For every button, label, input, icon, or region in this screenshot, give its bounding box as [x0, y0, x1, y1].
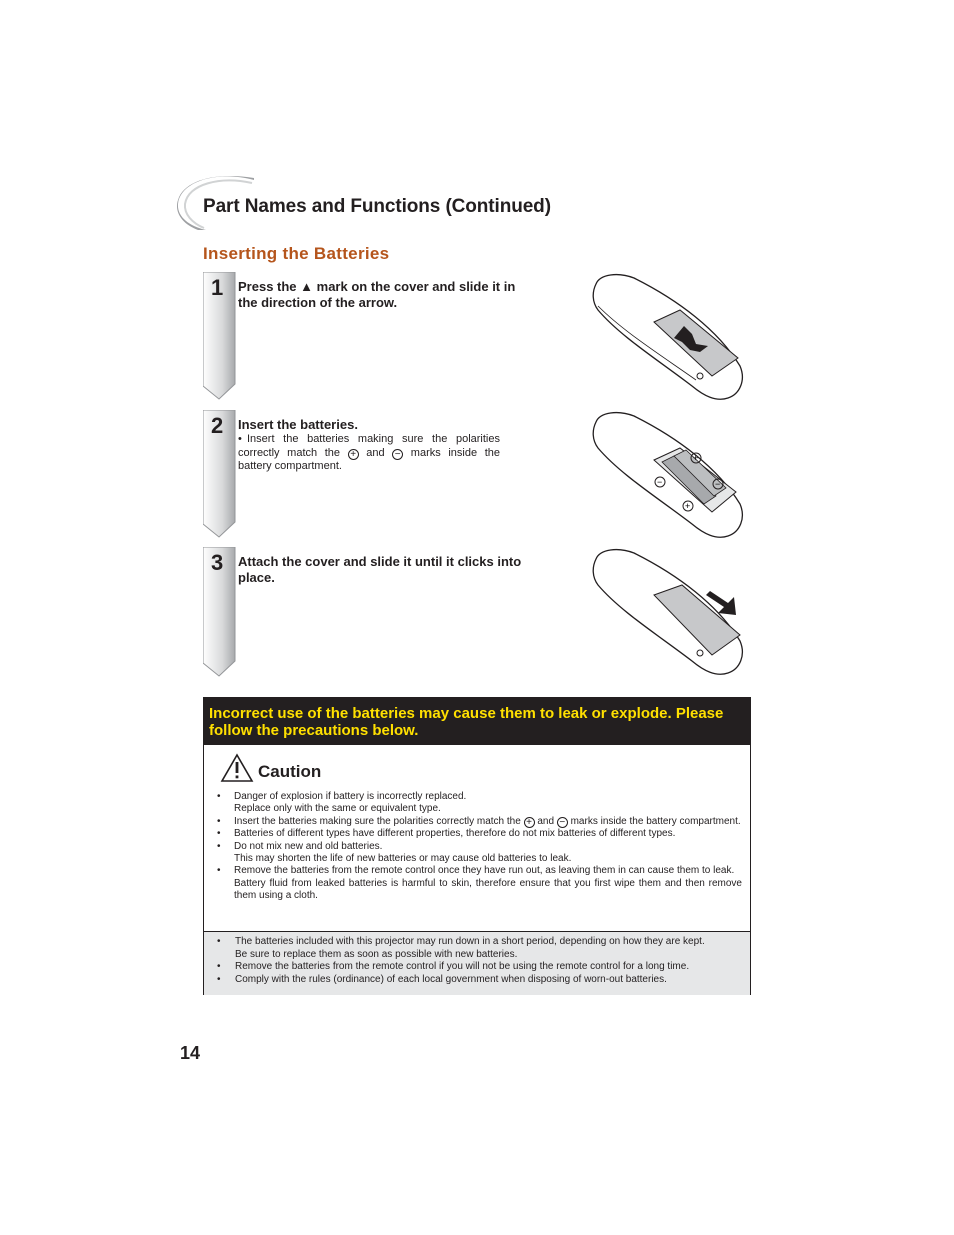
- sub-title: Inserting the Batteries: [203, 244, 390, 263]
- svg-text:−: −: [657, 477, 663, 487]
- remote-batteries-illustration-icon: [588, 408, 748, 540]
- remote-illustration-icon: [588, 270, 748, 402]
- step-3-text: Attach the cover and slide it until it clicks into place.: [238, 554, 522, 585]
- list-item: • Remove the batteries from the remote control once they have run out, as leaving them in can cause them to leak. Battery fluid from leaked batteries is harmful to skin, therefore ensure that you first wipe them and then remove them using a cloth.: [214, 865, 742, 902]
- list-item: • Insert the batteries making sure the polarities correctly match the + and − marks inside the battery compartment.: [214, 816, 742, 828]
- svg-text:+: +: [685, 501, 691, 511]
- step-2-text: Insert the batteries.: [238, 417, 358, 432]
- list-item: • Do not mix new and old batteries. This may shorten the life of new batteries or may cause old batteries to leak.: [214, 841, 742, 866]
- step-2-note: • Insert the batteries making sure the polarities correctly match the + and − marks inside the battery compartment.: [238, 433, 500, 472]
- note-list: [214, 936, 744, 986]
- list-item: • The batteries included with this projector may run down in a short period, depending on how they are kept. Be sure to replace them as soon as possible with new batteries.: [214, 936, 744, 961]
- svg-text:+: +: [693, 453, 699, 463]
- up-triangle-icon: ▲: [300, 279, 314, 294]
- page-number: 14: [180, 1043, 201, 1063]
- step-number-2: 2: [211, 413, 224, 438]
- step-number-3: 3: [211, 550, 224, 575]
- minus-icon: −: [557, 817, 568, 828]
- step-number-1: 1: [211, 275, 224, 300]
- minus-icon: −: [392, 449, 403, 460]
- caution-title: Caution: [258, 762, 322, 781]
- warning-box: [203, 697, 751, 995]
- warning-headline: Incorrect use of the batteries may cause them to leak or explode. Please follow the precautions below.: [204, 698, 750, 745]
- plus-icon: +: [348, 449, 359, 460]
- remote-cover-illustration-icon: [588, 545, 748, 677]
- list-item: • Batteries of different types have different properties, therefore do not mix batteries of different types.: [214, 828, 742, 840]
- list-item: • Danger of explosion if battery is incorrectly replaced. Replace only with the same or equivalent type.: [214, 791, 742, 816]
- list-item: • Comply with the rules (ordinance) of each local government when disposing of worn-out batteries.: [214, 974, 744, 987]
- plus-icon: +: [524, 817, 535, 828]
- caution-triangle-icon: [220, 753, 254, 783]
- list-item: • Remove the batteries from the remote control if you will not be using the remote control for a long time.: [214, 961, 744, 974]
- svg-text:−: −: [715, 479, 721, 489]
- caution-list: [214, 791, 742, 903]
- step-1-text: Press the ▲ mark on the cover and slide it in the direction of the arrow.: [238, 279, 516, 310]
- section-title: Part Names and Functions (Continued): [203, 196, 551, 217]
